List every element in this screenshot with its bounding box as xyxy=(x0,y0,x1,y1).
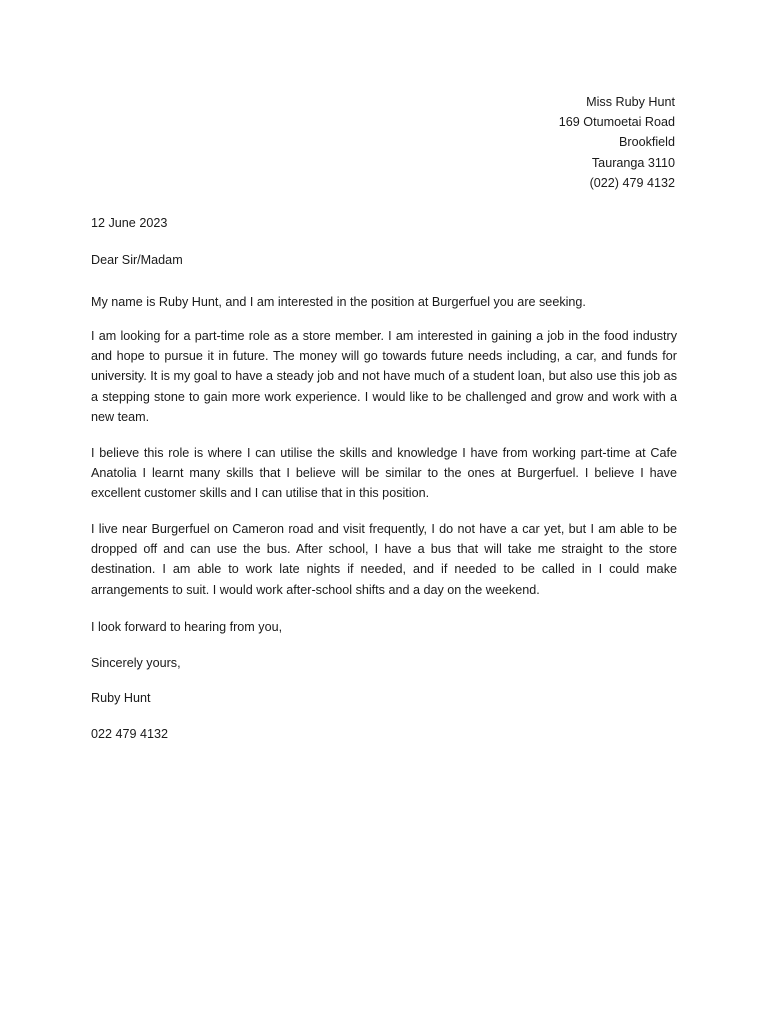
sender-address-block xyxy=(559,92,675,193)
paragraph-availability: I live near Burgerfuel on Cameron road and visit frequently, I do not have a car yet, but I am able to be dropped off and can use the bus. After school, I have a bus that will take me straight to the store destination. I am able to work late nights if needed, and if needed to be called in I could make arrangements to suit. I would work after-school shifts and a day on the weekend. xyxy=(91,522,677,597)
paragraph-intro: My name is Ruby Hunt, and I am interested in the position at Burgerfuel you are seeking. xyxy=(91,295,586,309)
letter-date: 12 June 2023 xyxy=(91,216,168,230)
sender-city: Tauranga 3110 xyxy=(591,155,675,170)
signature-phone: 022 479 4132 xyxy=(91,727,169,741)
sender-suburb: Brookfield xyxy=(618,135,675,150)
sender-phone: (022) 479 4132 xyxy=(589,175,675,190)
sender-name: Miss Ruby Hunt xyxy=(586,95,675,109)
closing-line: I look forward to hearing from you, xyxy=(91,620,283,634)
signoff: Sincerely yours, xyxy=(91,656,181,670)
salutation: Dear Sir/Madam xyxy=(91,253,183,267)
signature-name: Ruby Hunt xyxy=(91,691,151,705)
sender-street: 169 Otumoetai Road xyxy=(558,115,675,130)
paragraph-experience: I believe this role is where I can utilise the skills and knowledge I have from working part-time at Cafe Anatolia I learnt many skills that I believe will be similar to the ones at Burgerfuel. I believe I have excellent customer skills and I can utilise that in this position. xyxy=(91,446,677,501)
paragraph-motivation: I am looking for a part-time role as a store member. I am interested in gaining a job in the food industry and hope to pursue it in future. The money will go towards future needs including, a car, and funds for university. It is my goal to have a steady job and not have much of a student loan, but also use this job as a stepping stone to gain more work experience. I would like to be challenged and grow and work with a new team. xyxy=(91,329,677,424)
